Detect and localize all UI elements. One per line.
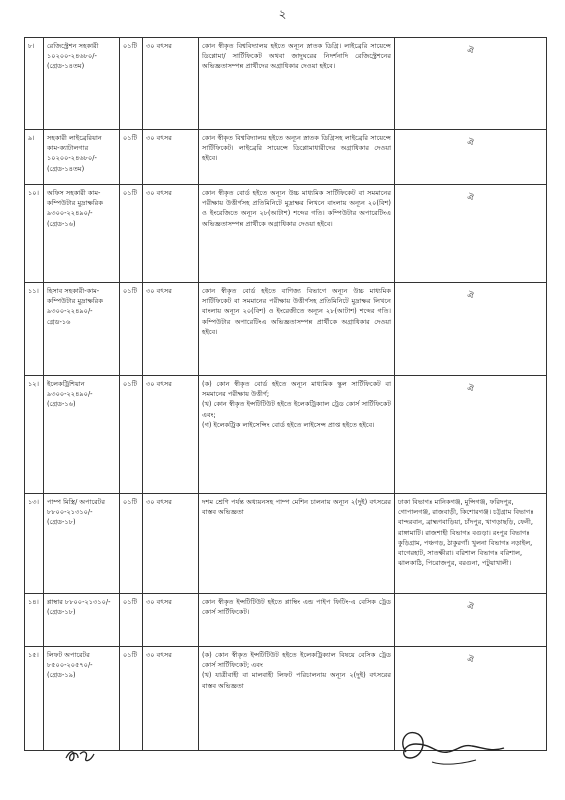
qualification-item: কোন স্বীকৃত বিশ্ববিদ্যালয় হইতে অন্যূন স্নাতক ডিগ্রিসহ লাইব্রেরি সায়েন্সে সার্টিফিকেট। লাইব্রেরি সায়েন্সে ডিপ্লোমাধারীদের অগ্রাধিকার দেওয়া হইবে।	[202, 134, 391, 163]
post-name-and-pay-scale: প্লাম্বার ৮৮০০-২১৩১০/- (গ্রেড-১৮)	[44, 594, 120, 647]
age-limit: ৩০ বৎসর	[143, 647, 199, 751]
officer-signature	[392, 718, 512, 778]
eligible-districts	[395, 376, 547, 494]
post-name-and-pay-scale: রেজিস্ট্রেশন সহকারী ১০২০০-২৪৬৮০/- (গ্রেড-১৪তম)	[44, 38, 120, 130]
post-count: ০১টি	[120, 647, 143, 751]
eligible-districts: ঢাকা বিভাগঃ মানিকগঞ্জ, মুন্সিগঞ্জ, ফরিদপুর, গোপালগঞ্জ, রাজবাড়ী, কিশোরগঞ্জ। চট্টগ্রাম বিভাগঃ বান্দরবান, ব্রাহ্মণবাড়িয়া, চাঁদপুর, খাগড়াছড়ি, ফেনী, রাঙ্গামাটি। রাজশাহী বিভাগঃ বগুড়া। রংপুর বিভাগঃ কুড়িগ্রাম, পঞ্চগড়, ঠাকুরগাঁ। খুলনা বিভাগঃ নড়াইল, বাগেরহাট, সাতক্ষীরা। বরিশাল বিভাগঃ বরিশাল, ঝালকাঠি, পিরোজপুর, বরগুনা, পটুয়াখালী।	[395, 494, 547, 594]
qualification	[199, 185, 395, 283]
qualification-item: দশম শ্রেণি পর্যন্ত অধ্যয়নসহ পাম্প মেশিন চালনায় অন্যূন ২(দুই) বৎসরের বাস্তব অভিজ্ঞতা	[202, 498, 391, 517]
qualification	[199, 38, 395, 130]
serial-number: ৯।	[25, 130, 44, 185]
serial-number: ৮।	[25, 38, 44, 130]
post-count: ০১টি	[120, 376, 143, 494]
table-row	[25, 594, 547, 647]
post-count: ০১টি	[120, 38, 143, 130]
serial-number: ১০।	[25, 185, 44, 283]
qualification	[199, 376, 395, 494]
age-limit: ৩০ বৎসর	[143, 494, 199, 594]
eligible-districts	[395, 283, 547, 376]
initials-signature	[62, 744, 102, 766]
eligible-districts	[395, 38, 547, 130]
table-row	[25, 283, 547, 376]
qualification	[199, 647, 395, 751]
ditto-mark: ঐ	[467, 384, 474, 393]
eligible-districts	[395, 185, 547, 283]
serial-number: ১৪।	[25, 594, 44, 647]
post-name-and-pay-scale: পাম্প মিস্ত্রি/ অপারেটর ৮৮০০-২১৩১০/- (গ্রেড-১৮)	[44, 494, 120, 594]
qualification-item: (খ) যাত্রীবাহী বা মালবাহী লিফট পরিচালনায় অন্যূন ২(দুই) বৎসরের বাস্তব অভিজ্ঞতা	[202, 671, 391, 690]
qualification-item: (খ) কোন স্বীকৃত ইন্সটিটিউট হইতে ইলেকট্রিক্যাল ট্রেড কোর্স সার্টিফিকেট এবং;	[202, 400, 391, 419]
age-limit: ৩০ বৎসর	[143, 38, 199, 130]
age-limit: ৩০ বৎসর	[143, 283, 199, 376]
qualification-item: (ক) কোন স্বীকৃত বোর্ড হইতে অন্যূন মাধ্যমিক স্কুল সার্টিফিকেট বা সমমানের পরীক্ষায় উত্তীর্ণ;	[202, 380, 391, 399]
post-count: ০১টি	[120, 494, 143, 594]
qualification-item: (ক) কোন স্বীকৃত ইন্সটিটিউট হইতে ইলেকট্রিক্যাল বিষয়ে বেসিক ট্রেড কোর্স সার্টিফিকেট; এবং	[202, 651, 391, 670]
post-name-and-pay-scale: হিসাব সহকারী-কাম- কম্পিউটার মুদ্রাক্ষরিক ৯৩০০-২২৪৯০/- গ্রেড-১৬	[44, 283, 120, 376]
post-name-and-pay-scale: ইলেকট্রিশিয়ান ৯৩০০-২২৪৯০/- (গ্রেড-১৬)	[44, 376, 120, 494]
qualification-item: কোন স্বীকৃত বোর্ড হইতে বাণিজ্য বিভাগে অন্যূন উচ্চ মাধ্যমিক সার্টিফিকেট বা সমমানের পরীক্ষায় উত্তীর্ণসহ প্রতিমিনিটে মুদ্রাক্ষর লিখনে বাংলায় অন্যূন ২০(বিশ) ও ইংরেজীতে অন্যূন ২৮(আটাশ) শব্দের গতি। কম্পিউটার অপারেটিংএ অভিজ্ঞতাসম্পন্ন প্রার্থীকে অগ্রাধিকার দেওয়া হইবে।	[202, 287, 391, 336]
serial-number: ১৫।	[25, 647, 44, 751]
post-count: ০১টি	[120, 283, 143, 376]
age-limit: ৩০ বৎসর	[143, 130, 199, 185]
table-row	[25, 130, 547, 185]
page-number: ২	[278, 7, 287, 21]
qualification	[199, 594, 395, 647]
ditto-mark: ঐ	[467, 138, 474, 147]
post-count: ০১টি	[120, 594, 143, 647]
ditto-mark: ঐ	[467, 46, 474, 55]
table-row	[25, 185, 547, 283]
age-limit: ৩০ বৎসর	[143, 185, 199, 283]
serial-number: ১৩।	[25, 494, 44, 594]
table-row	[25, 494, 547, 594]
serial-number: ১২।	[25, 376, 44, 494]
age-limit: ৩০ বৎসর	[143, 376, 199, 494]
job-posts-table	[24, 37, 547, 751]
ditto-mark: ঐ	[467, 602, 474, 611]
ditto-mark: ঐ	[467, 193, 474, 202]
post-name-and-pay-scale: লিফট অপারেটর ৮৫০০-২০৫৭০/- (গ্রেড-১৯)	[44, 647, 120, 751]
post-name-and-pay-scale: অফিস সহকারী কাম-কম্পিউটার মুদ্রাক্ষরিক ৯৩০০-২২৪৯০/- (গ্রেড-১৬)	[44, 185, 120, 283]
qualification	[199, 283, 395, 376]
post-name-and-pay-scale: সহকারী লাইব্রেরিয়ান কাম-ক্যাটালগার ১০২০০-২৪৬৮০/- (গ্রেড-১৪তম)	[44, 130, 120, 185]
ditto-mark: ঐ	[467, 655, 474, 664]
post-count: ০১টি	[120, 185, 143, 283]
qualification-item: কোন স্বীকৃত ইন্সটিটিউট হইতে প্লাম্বিং এন্ড পাইপ ফিটিং-এ বেসিক ট্রেড কোর্স সার্টিফিকেট।	[202, 598, 391, 617]
eligible-districts	[395, 594, 547, 647]
serial-number: ১১।	[25, 283, 44, 376]
post-count: ০১টি	[120, 130, 143, 185]
qualification-item: (গ) ইলেকট্রিক লাইসেন্সিং বোর্ড হইতে লাইসেন্স প্রাপ্ত হইতে হইবে।	[202, 420, 375, 429]
table-row	[25, 376, 547, 494]
qualification	[199, 130, 395, 185]
qualification	[199, 494, 395, 594]
age-limit: ৩০ বৎসর	[143, 594, 199, 647]
qualification-item: কোন স্বীকৃত বোর্ড হইতে অন্যূন উচ্চ মাধ্যমিক সার্টিফিকেট বা সমমানের পরীক্ষায় উত্তীর্ণসহ প্রতিমিনিটে মুদ্রাক্ষর লিখনে বাংলায় অন্যূন ২০(বিশ) ও ইংরেজিতে অন্যূন ২৮(আটাশ) শব্দের গতি। কম্পিউটার অপারেটিংএ অভিজ্ঞতাসম্পন্ন প্রার্থীকে অগ্রাধিকার দেওয়া হইবে।	[202, 189, 391, 228]
eligible-districts	[395, 130, 547, 185]
qualification-item: কোন স্বীকৃত বিশ্ববিদ্যালয় হইতে অন্যূন স্নাতক ডিগ্রি। লাইব্রেরি সায়েন্সে ডিপ্লোমা/ সার্টিফিকেট অথবা জাদুঘরের নিদর্শনাদি রেজিস্ট্রেশনের অভিজ্ঞতাসম্পন্ন প্রার্থীদের অগ্রাধিকার দেওয়া হইবে।	[202, 42, 391, 71]
table-row	[25, 38, 547, 130]
ditto-mark: ঐ	[467, 291, 474, 300]
